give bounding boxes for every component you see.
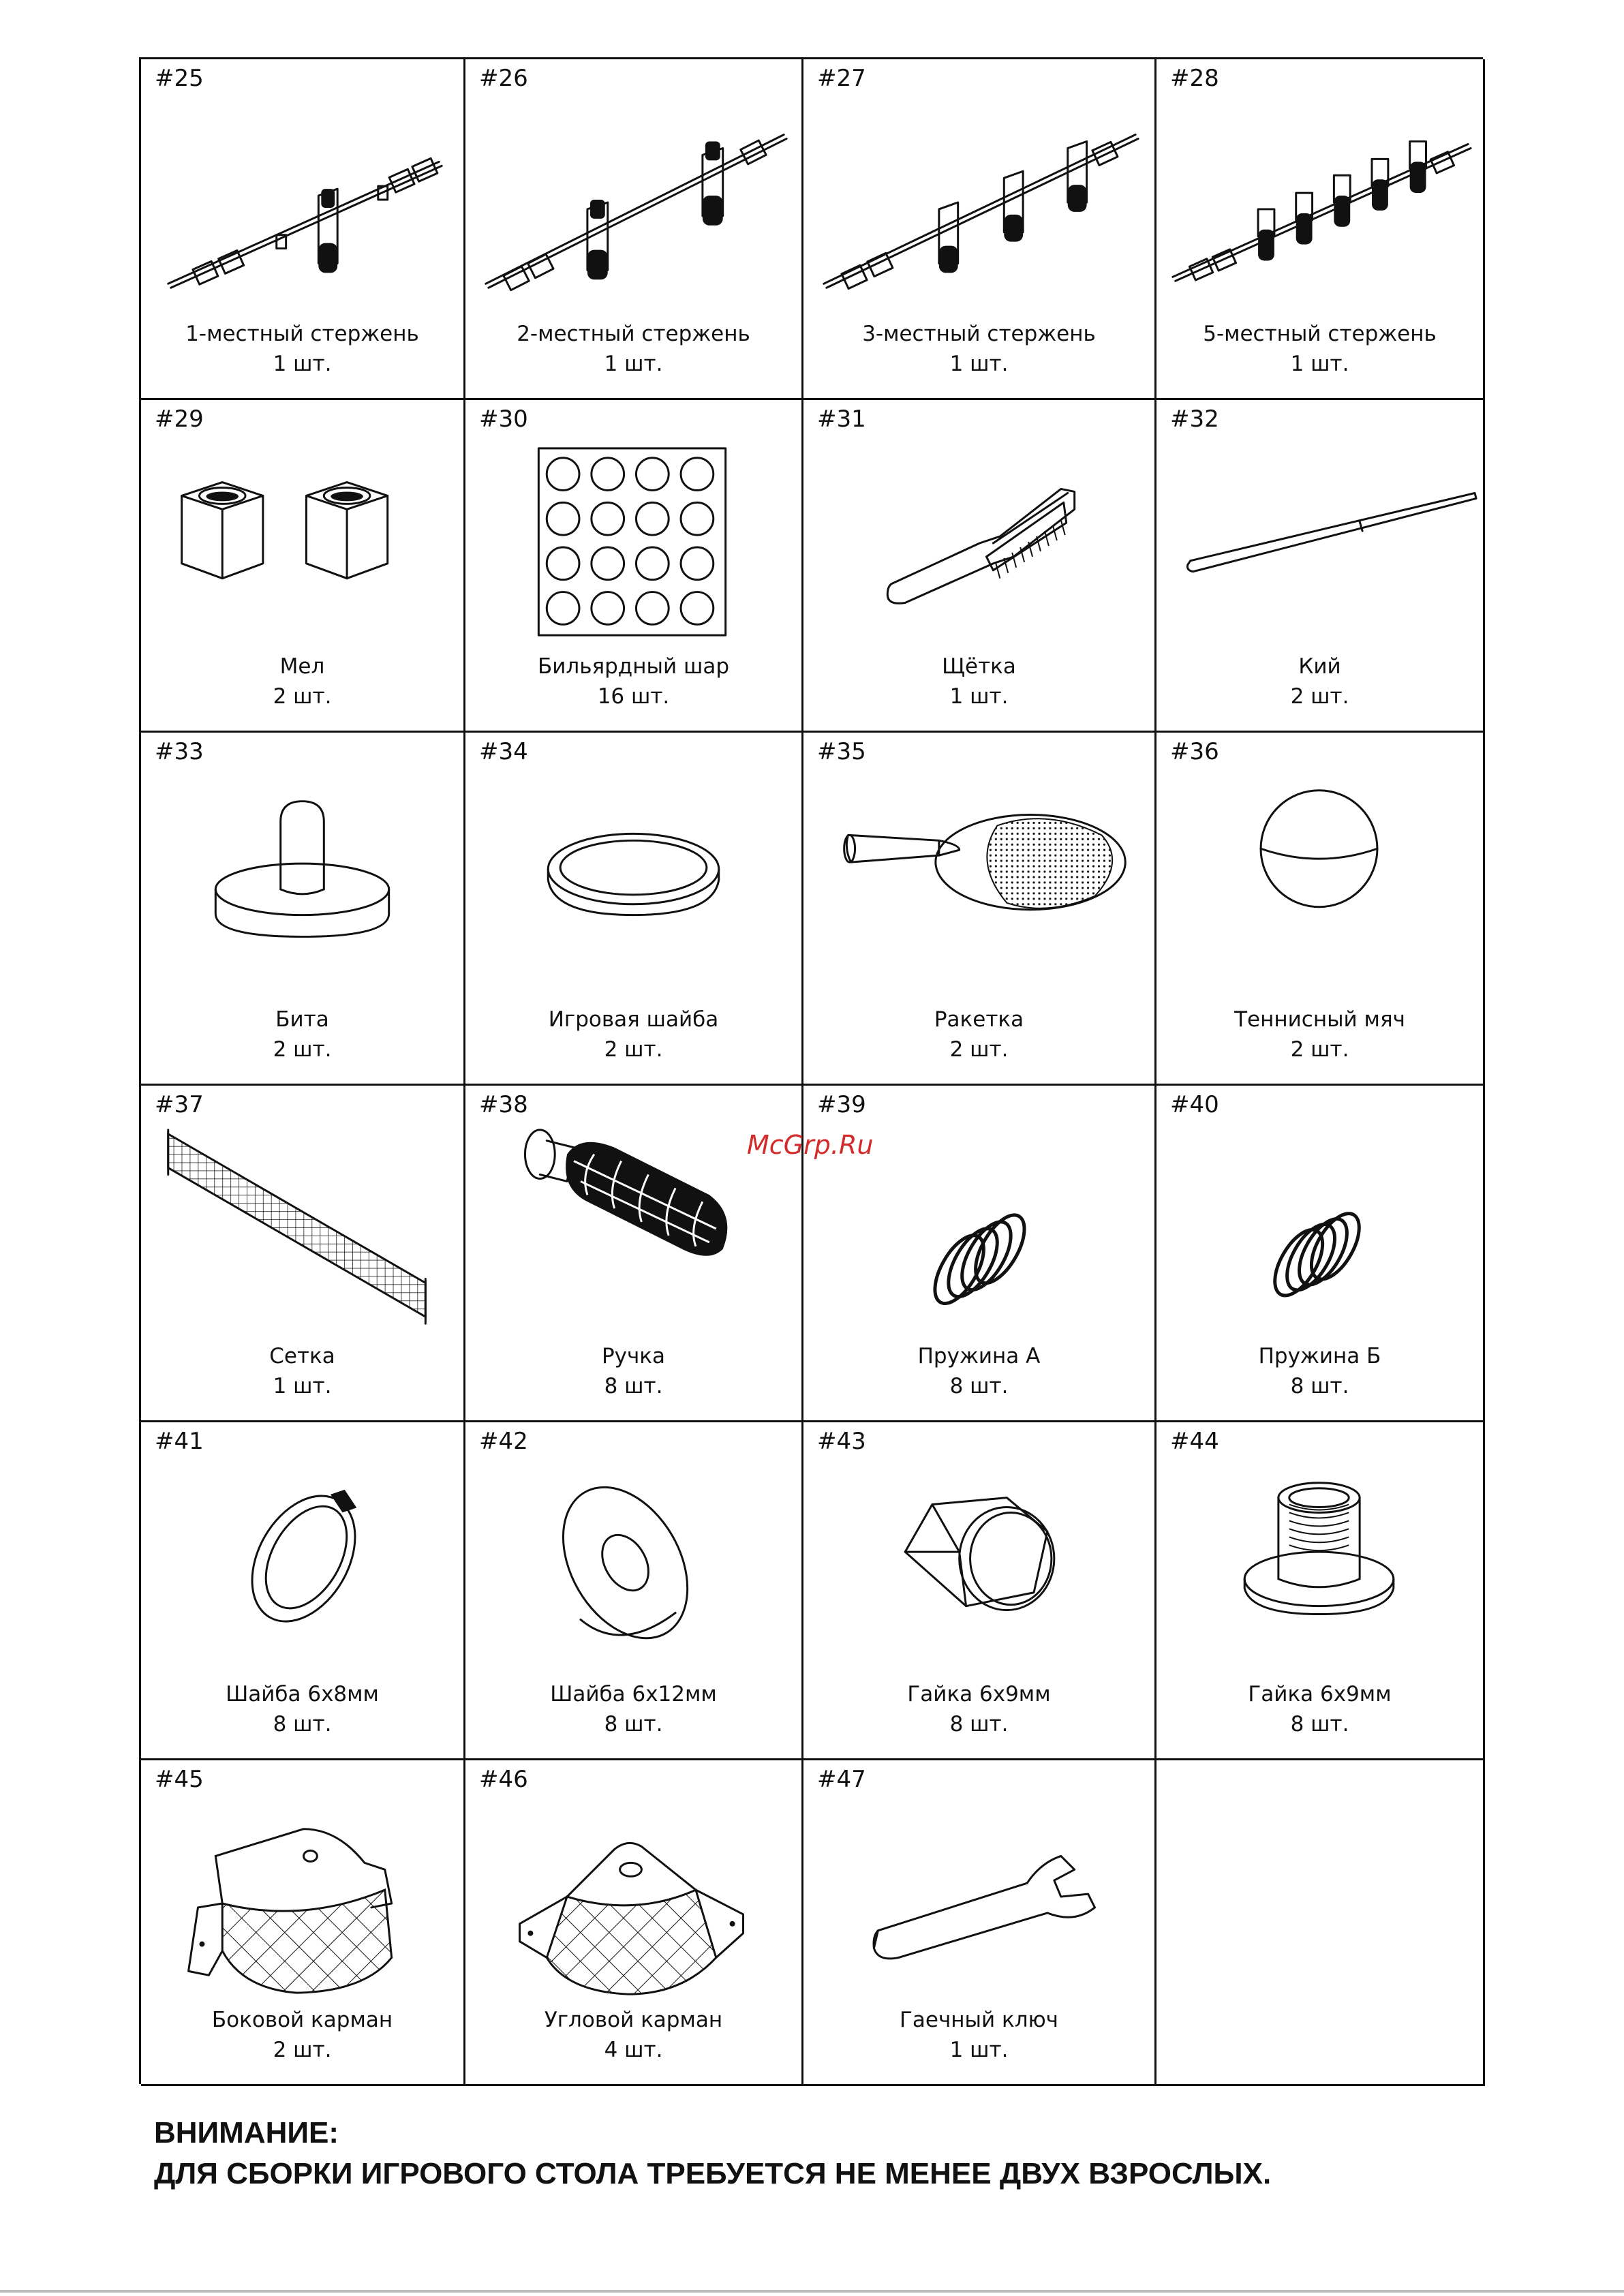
split-washer-icon (141, 1450, 463, 1681)
rod-3-icon (803, 87, 1154, 318)
parts-table (139, 57, 1483, 2084)
part-number: #31 (817, 405, 866, 433)
part-cell (1156, 400, 1485, 733)
part-qty: 1 шт. (273, 1374, 332, 1398)
part-cell (803, 1422, 1156, 1760)
part-number: #40 (1170, 1091, 1219, 1118)
part-name: 5-местный стержень (1203, 322, 1437, 346)
part-cell (1156, 1086, 1485, 1422)
part-name: Гайка 6х9мм (1248, 1682, 1392, 1706)
empty-cell (1156, 1760, 1485, 2086)
side-pocket-icon (141, 1788, 463, 2019)
part-number: #32 (1170, 405, 1219, 433)
part-cell (141, 733, 465, 1086)
part-qty: 1 шт. (949, 352, 1009, 376)
part-number: #41 (155, 1428, 204, 1455)
part-cell (803, 1760, 1156, 2086)
part-qty: 8 шт. (1290, 1374, 1349, 1398)
flange-nut-icon (1156, 1450, 1483, 1681)
mallet-icon (141, 760, 463, 992)
hex-nut-icon (803, 1450, 1154, 1681)
part-qty: 8 шт. (604, 1712, 663, 1736)
part-cell (803, 400, 1156, 733)
spring-b-icon (1156, 1113, 1483, 1345)
part-number: #42 (479, 1428, 528, 1455)
part-number: #27 (817, 65, 866, 92)
part-name: Шайба 6х8мм (226, 1682, 379, 1706)
part-name: Шайба 6х12мм (550, 1682, 717, 1706)
part-qty: 1 шт. (1290, 352, 1349, 376)
cue-icon (1156, 427, 1483, 659)
part-qty: 2 шт. (273, 684, 332, 709)
part-cell (141, 400, 465, 733)
part-cell (1156, 733, 1485, 1086)
notice-heading: ВНИМАНИЕ: (154, 2116, 339, 2149)
part-number: #39 (817, 1091, 866, 1118)
part-name: Пружина А (917, 1344, 1041, 1368)
part-name: Пружина Б (1258, 1344, 1381, 1368)
part-cell (141, 1422, 465, 1760)
part-name: Ручка (601, 1344, 666, 1368)
part-qty: 2 шт. (949, 1037, 1009, 1062)
part-qty: 1 шт. (273, 352, 332, 376)
part-qty: 8 шт. (1290, 1712, 1349, 1736)
part-qty: 2 шт. (604, 1037, 663, 1062)
part-cell (141, 59, 465, 400)
part-qty: 1 шт. (949, 2038, 1009, 2062)
part-name: Игровая шайба (548, 1007, 719, 1032)
page-bottom-rule (0, 2290, 1624, 2293)
notice-text: ДЛЯ СБОРКИ ИГРОВОГО СТОЛА ТРЕБУЕТСЯ НЕ МЕНЕЕ ДВУХ ВЗРОСЛЫХ. (154, 2157, 1272, 2190)
part-qty: 2 шт. (1290, 684, 1349, 709)
flat-washer-icon (465, 1450, 801, 1681)
part-number: #29 (155, 405, 204, 433)
part-number: #37 (155, 1091, 204, 1118)
part-number: #44 (1170, 1428, 1219, 1455)
part-qty: 1 шт. (604, 352, 663, 376)
part-name: Бита (275, 1007, 329, 1032)
part-cell (141, 1760, 465, 2086)
part-qty: 2 шт. (1290, 1037, 1349, 1062)
part-number: #43 (817, 1428, 866, 1455)
part-qty: 4 шт. (604, 2038, 663, 2062)
part-cell (803, 733, 1156, 1086)
part-name: Ракетка (934, 1007, 1024, 1032)
corner-pocket-icon (465, 1788, 801, 2019)
part-number: #25 (155, 65, 204, 92)
part-cell (141, 1086, 465, 1422)
part-number: #38 (479, 1091, 528, 1118)
part-name: Гаечный ключ (900, 2008, 1058, 2032)
part-number: #45 (155, 1766, 204, 1793)
part-qty: 1 шт. (949, 684, 1009, 709)
part-name: Теннисный мяч (1234, 1007, 1405, 1032)
watermark: McGrp.Ru (747, 1130, 874, 1160)
puck-icon (465, 760, 801, 992)
part-cell (465, 59, 803, 400)
part-name: 2-местный стержень (517, 322, 750, 346)
part-number: #35 (817, 738, 866, 765)
part-qty: 8 шт. (949, 1712, 1009, 1736)
tennis-ball-icon (1156, 760, 1483, 992)
part-cell (465, 400, 803, 733)
part-qty: 8 шт. (604, 1374, 663, 1398)
part-number: #47 (817, 1766, 866, 1793)
net-icon (141, 1113, 463, 1345)
part-number: #34 (479, 738, 528, 765)
part-cell (1156, 59, 1485, 400)
part-name: Боковой карман (211, 2008, 393, 2032)
brush-icon (803, 427, 1154, 659)
rod-1-icon (141, 87, 463, 318)
chalk-icon (141, 427, 463, 659)
part-number: #28 (1170, 65, 1219, 92)
part-number: #36 (1170, 738, 1219, 765)
part-number: #30 (479, 405, 528, 433)
part-name: Щётка (942, 654, 1016, 679)
part-qty: 16 шт. (597, 684, 670, 709)
part-number: #33 (155, 738, 204, 765)
part-qty: 8 шт. (273, 1712, 332, 1736)
part-name: Сетка (269, 1344, 335, 1368)
part-cell (803, 59, 1156, 400)
part-cell (1156, 1422, 1485, 1760)
part-number: #46 (479, 1766, 528, 1793)
paddle-icon (803, 760, 1154, 992)
part-name: 1-местный стержень (185, 322, 419, 346)
wrench-icon (803, 1788, 1154, 2019)
rod-2-icon (465, 87, 801, 318)
part-qty: 8 шт. (949, 1374, 1009, 1398)
part-name: Кий (1298, 654, 1341, 679)
part-name: 3-местный стержень (862, 322, 1096, 346)
billiard-balls-icon (465, 427, 801, 659)
part-qty: 2 шт. (273, 2038, 332, 2062)
part-name: Бильярдный шар (537, 654, 730, 679)
part-cell (465, 733, 803, 1086)
part-name: Гайка 6х9мм (907, 1682, 1051, 1706)
part-qty: 2 шт. (273, 1037, 332, 1062)
part-number: #26 (479, 65, 528, 92)
part-name: Угловой карман (544, 2008, 723, 2032)
rod-5-icon (1156, 87, 1483, 318)
part-name: Мел (279, 654, 325, 679)
part-cell (465, 1760, 803, 2086)
part-cell (465, 1422, 803, 1760)
assembly-notice (154, 2113, 1271, 2194)
